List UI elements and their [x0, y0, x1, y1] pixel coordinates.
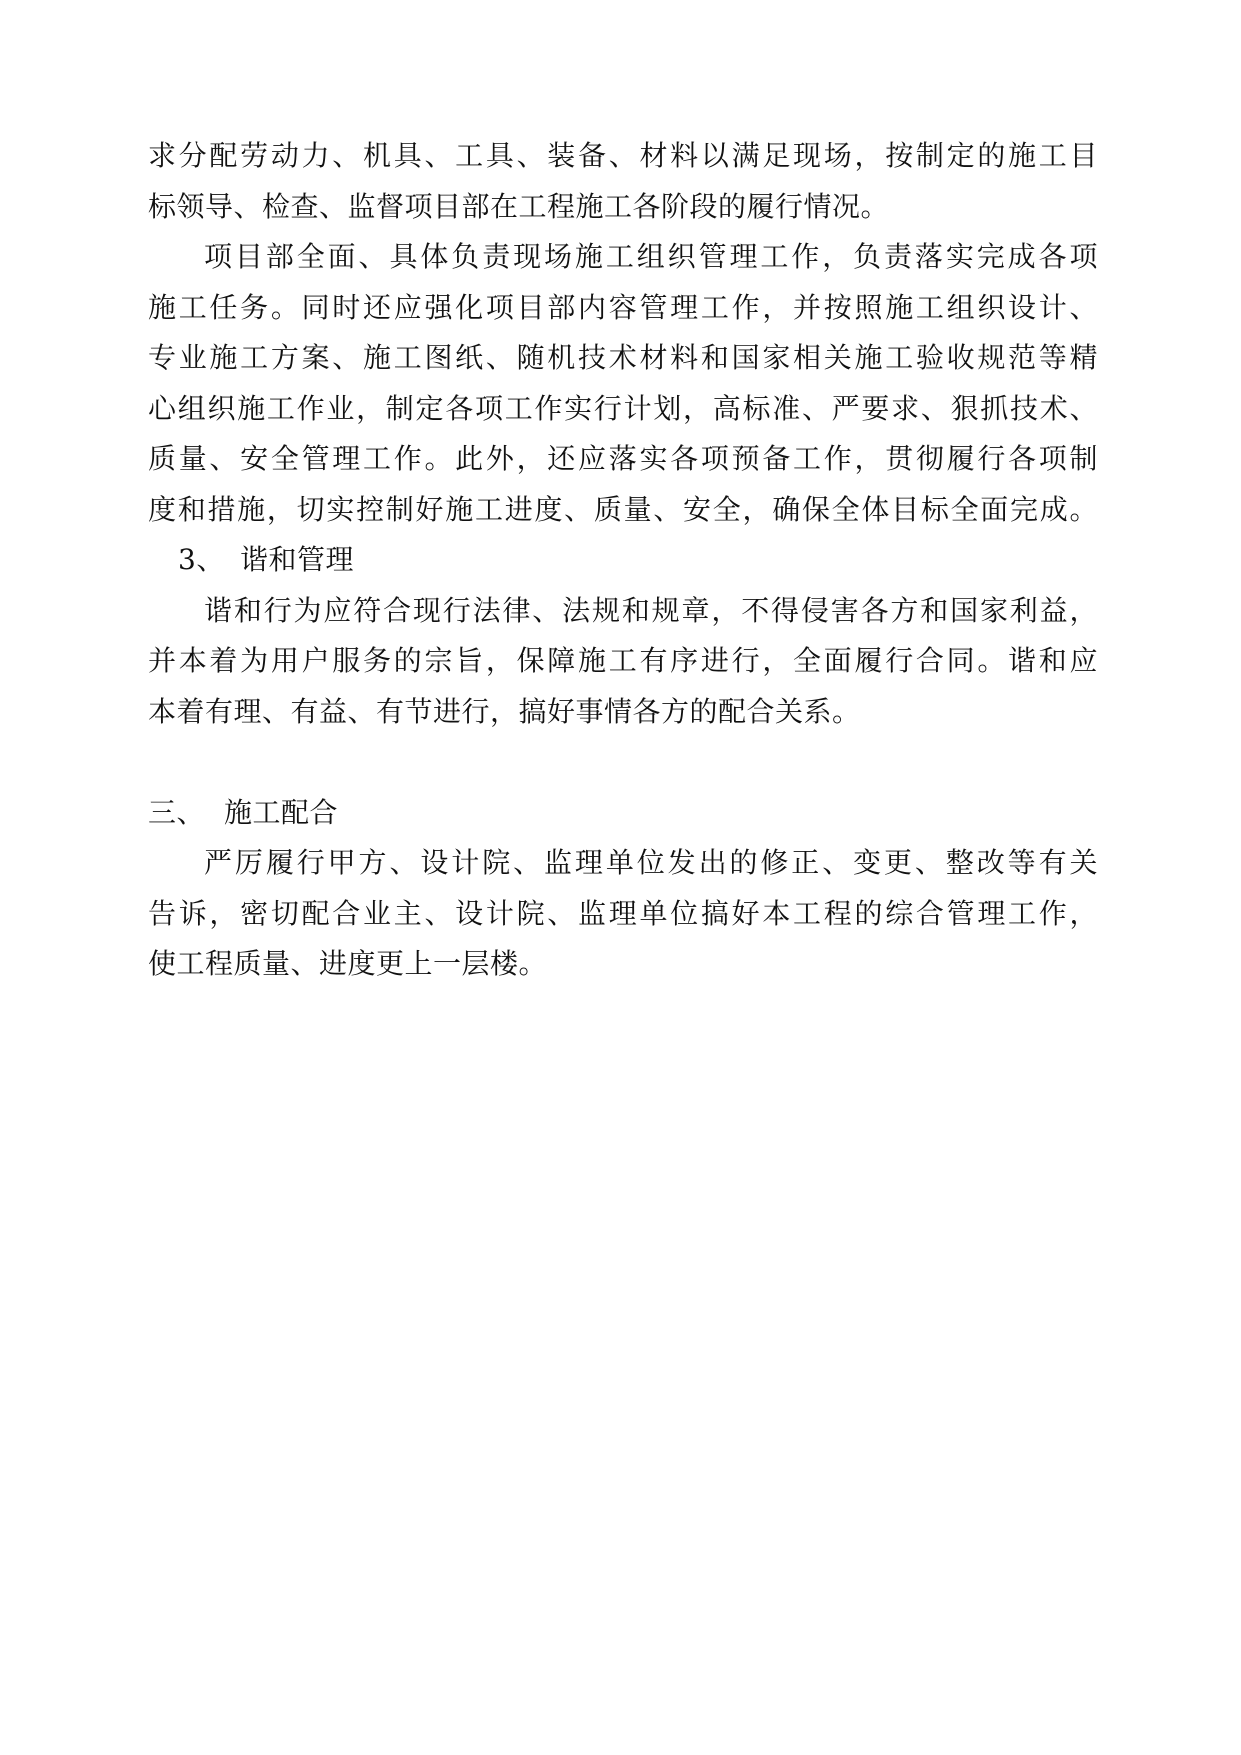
chapter-3-number: 三、 — [148, 796, 206, 829]
paragraph-2-line-5: 质量、安全管理工作。此外，还应落实各项预备工作，贯彻履行各项制 — [148, 442, 1098, 475]
paragraph-2-line-3: 专业施工方案、施工图纸、随机技术材料和国家相关施工验收规范等精 — [148, 341, 1098, 374]
paragraph-2-line-6: 度和措施，切实控制好施工进度、质量、安全，确保全体目标全面完成。 — [148, 493, 1098, 526]
paragraph-2-line-1: 项目部全面、具体负责现场施工组织管理工作，负责落实完成各项 — [204, 240, 1098, 273]
paragraph-2-line-2: 施工任务。同时还应强化项目部内容管理工作，并按照施工组织设计、 — [148, 291, 1098, 324]
section-3-title: 谐和管理 — [240, 543, 355, 576]
paragraph-1-line-1: 求分配劳动力、机具、工具、装备、材料以满足现场，按制定的施工目 — [148, 139, 1098, 172]
section-3-line-3: 本着有理、有益、有节进行，搞好事情各方的配合关系。 — [148, 695, 861, 728]
section-3-number: 3、 — [178, 543, 225, 576]
chapter-3-line-1: 严厉履行甲方、设计院、监理单位发出的修正、变更、整改等有关 — [204, 846, 1098, 879]
chapter-3-title: 施工配合 — [224, 796, 339, 829]
chapter-3-line-2: 告诉，密切配合业主、设计院、监理单位搞好本工程的综合管理工作， — [148, 897, 1098, 930]
paragraph-1-line-2: 标领导、检查、监督项目部在工程施工各阶段的履行情况。 — [148, 190, 890, 223]
section-3-line-2: 并本着为用户服务的宗旨，保障施工有序进行，全面履行合同。谐和应 — [148, 644, 1098, 677]
paragraph-2-line-4: 心组织施工作业，制定各项工作实行计划，高标准、严要求、狠抓技术、 — [148, 392, 1098, 425]
section-3-line-1: 谐和行为应符合现行法律、法规和规章，不得侵害各方和国家利益， — [204, 594, 1098, 627]
chapter-3-line-3: 使工程质量、进度更上一层楼。 — [148, 947, 548, 980]
